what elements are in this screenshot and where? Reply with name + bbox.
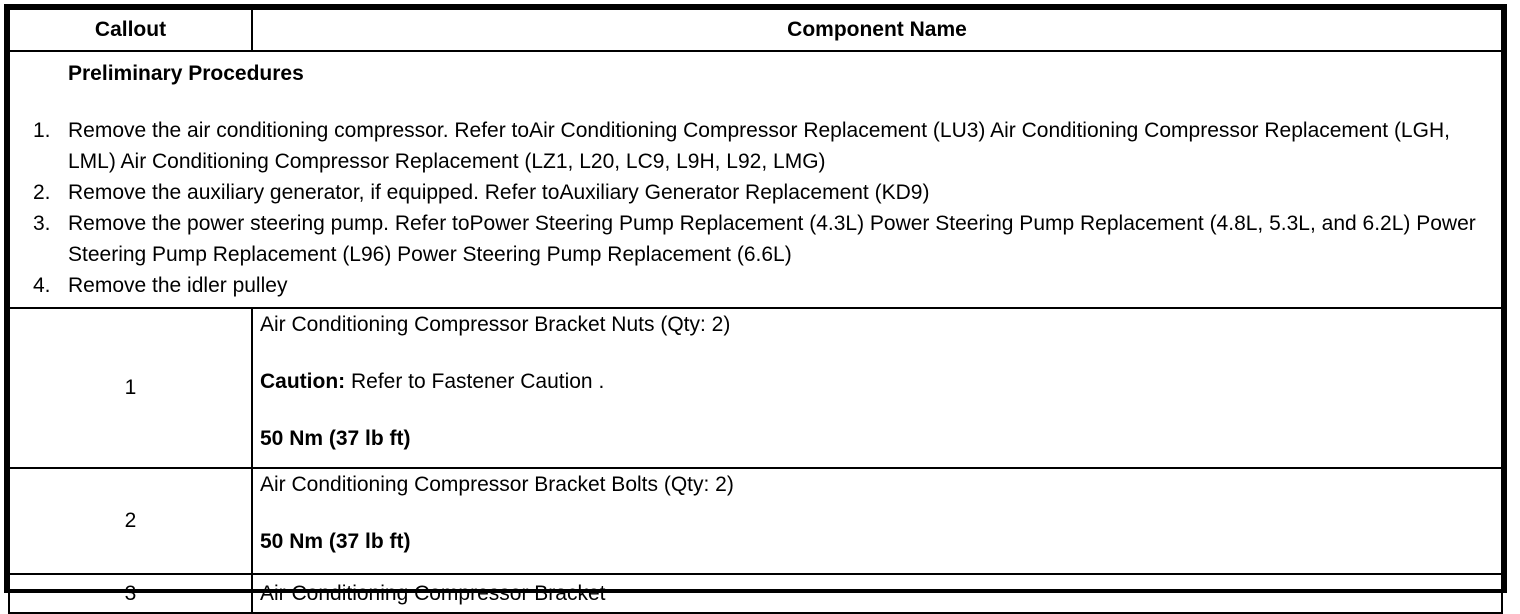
torque-spec: 50 Nm (37 lb ft)	[260, 427, 411, 450]
component-description	[252, 574, 1502, 613]
preliminary-title: Preliminary Procedures	[68, 62, 304, 85]
table-row	[9, 308, 1502, 468]
step-text: Remove the air conditioning compressor. Refer toAir Conditioning Compressor Replacement (LU3) Air Conditioning Compressor Replacement (LGH, LML) Air Conditioning Compressor Replacement (LZ1, L20, LC9, L9H, L92, LMG)	[68, 119, 1450, 173]
preliminary-row	[9, 51, 1502, 308]
callout-number: 1	[9, 308, 252, 468]
caution-label: Caution:	[260, 370, 346, 393]
callout-number: 3	[9, 574, 252, 613]
step-number: 2.	[33, 181, 51, 204]
table-row	[9, 468, 1502, 574]
caution-note	[260, 370, 1493, 394]
header-callout: Callout	[9, 9, 252, 51]
preliminary-step	[24, 208, 1491, 270]
torque-spec: 50 Nm (37 lb ft)	[260, 530, 411, 553]
step-number: 4.	[33, 274, 51, 297]
preliminary-step	[24, 270, 1491, 301]
step-text: Remove the auxiliary generator, if equipped. Refer toAuxiliary Generator Replacement (KD9)	[68, 181, 930, 204]
preliminary-procedures-cell	[9, 51, 1502, 308]
component-name: Air Conditioning Compressor Bracket	[260, 581, 606, 605]
step-text: Remove the power steering pump. Refer toPower Steering Pump Replacement (4.3L) Power Steering Pump Replacement (4.8L, 5.3L, and 6.2L) Power Steering Pump Replacement (L96) Power Steering Pump Replacement (6.6L)	[68, 212, 1476, 266]
component-table	[8, 8, 1503, 614]
table-row	[9, 574, 1502, 613]
preliminary-step	[24, 177, 1491, 208]
component-description	[252, 468, 1502, 574]
preliminary-steps-list	[24, 115, 1491, 301]
header-component-name: Component Name	[252, 9, 1502, 51]
component-table-frame	[4, 4, 1507, 605]
callout-number: 2	[9, 468, 252, 574]
caution-text: Refer to Fastener Caution .	[345, 370, 605, 393]
component-name: Air Conditioning Compressor Bracket Bolts (Qty: 2)	[260, 473, 734, 496]
component-name: Air Conditioning Compressor Bracket Nuts (Qty: 2)	[260, 313, 731, 336]
step-text: Remove the idler pulley	[68, 274, 288, 297]
component-description	[252, 308, 1502, 468]
preliminary-step	[24, 115, 1491, 177]
step-number: 3.	[33, 212, 51, 235]
step-number: 1.	[33, 119, 51, 142]
header-row	[9, 9, 1502, 51]
